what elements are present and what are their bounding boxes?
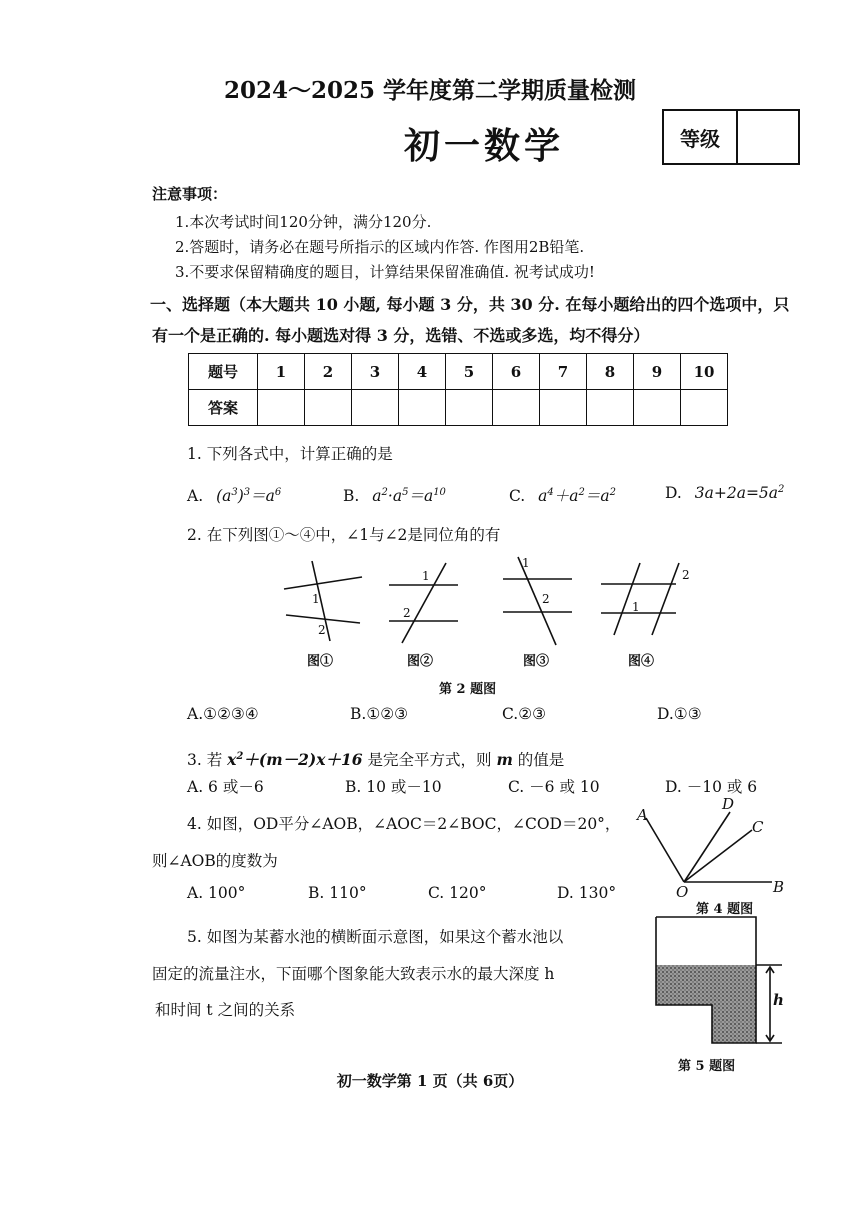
answer-cell[interactable] — [352, 390, 399, 426]
note-item: 2.答题时，请务必在题号所指示的区域内作答. 作图用2B铅笔. — [175, 238, 585, 256]
question-number: 5 — [446, 354, 493, 390]
question-4-line1: 4. 如图，OD平分∠AOB，∠AOC＝2∠BOC，∠COD＝20°， — [187, 815, 621, 833]
q3-stem-b: 是完全平方式，则 — [367, 751, 492, 769]
answer-cell[interactable] — [446, 390, 493, 426]
q4-option-c: C. 120° — [428, 884, 487, 902]
answer-cell[interactable] — [540, 390, 587, 426]
q1-b-label: B. — [343, 487, 360, 505]
svg-text:1: 1 — [632, 600, 640, 614]
row-label: 答案 — [189, 390, 258, 426]
answer-cell[interactable] — [399, 390, 446, 426]
q3-option-b: B. 10 或－10 — [345, 778, 442, 796]
answer-cell[interactable] — [587, 390, 634, 426]
question-2-stem: 2. 在下列图①～④中，∠1与∠2是同位角的有 — [187, 526, 501, 544]
page-footer: 初一数学第 1 页（共 6页） — [336, 1072, 524, 1090]
answer-cell[interactable] — [493, 390, 540, 426]
q2-figures — [276, 555, 696, 655]
question-number: 6 — [493, 354, 540, 390]
point-label: B — [773, 878, 785, 896]
fig-label: 图③ — [523, 654, 550, 669]
row-label: 题号 — [189, 354, 258, 390]
table-row — [189, 354, 728, 390]
svg-text:2: 2 — [318, 623, 326, 637]
grade-box — [662, 109, 800, 165]
exam-title: 2024～2025 学年度第二学期质量检测 — [223, 77, 637, 104]
question-number: 10 — [681, 354, 728, 390]
q1-d-text: 3a+2a=5a — [694, 484, 779, 503]
question-5-line3: 和时间 t 之间的关系 — [155, 1001, 296, 1019]
q4-option-a: A. 100° — [187, 884, 246, 902]
question-number: 9 — [634, 354, 681, 390]
grade-label: 等级 — [664, 111, 738, 163]
point-label: A — [637, 806, 648, 824]
q5-caption: 第 5 题图 — [678, 1059, 736, 1074]
q2-option-d: D.①③ — [657, 705, 702, 723]
subject-title: 初一数学 — [404, 125, 565, 167]
note-item: 3.不要求保留精确度的题目，计算结果保留准确值. 祝考试成功! — [175, 263, 595, 281]
fig-label: 图① — [307, 654, 334, 669]
question-number: 7 — [540, 354, 587, 390]
fig-label: 图④ — [628, 654, 655, 669]
q2-option-c: C.②③ — [502, 705, 547, 723]
q1-d-label: D. — [665, 484, 682, 503]
q4-caption: 第 4 题图 — [696, 902, 754, 917]
q2-option-a: A.①②③④ — [187, 705, 259, 723]
note-item: 1.本次考试时间120分钟，满分120分. — [175, 213, 432, 231]
q5-reservoir-figure — [646, 915, 786, 1050]
section-heading: 一、选择题（本大题共 10 小题, 每小题 3 分，共 30 分. 在每小题给出的四个选项中，只 — [150, 295, 790, 314]
question-number: 8 — [587, 354, 634, 390]
svg-text:1: 1 — [422, 569, 430, 583]
q1-option-a: A. $(a^3)^3=a^6$ — [187, 486, 282, 505]
question-number: 1 — [258, 354, 305, 390]
q1-c-label: C. — [509, 487, 526, 505]
fig-label: 图② — [407, 654, 434, 669]
answer-cell[interactable] — [305, 390, 352, 426]
q3-stem-a: 3. 若 — [187, 751, 223, 769]
svg-text:1: 1 — [522, 556, 530, 570]
svg-text:1: 1 — [312, 592, 320, 606]
svg-text:2: 2 — [542, 592, 550, 606]
question-number: 2 — [305, 354, 352, 390]
answer-cell[interactable] — [681, 390, 728, 426]
q3-option-d: D. －10 或 6 — [665, 778, 758, 796]
point-label: C — [752, 818, 764, 836]
q3-option-a: A. 6 或－6 — [187, 778, 264, 796]
svg-text:2: 2 — [403, 606, 411, 620]
q2-caption: 第 2 题图 — [439, 682, 497, 697]
point-label: D — [722, 795, 735, 813]
q4-angle-figure — [632, 796, 792, 896]
q1-option-b: B. $a^2\cdot a^5=a^{10}$ — [343, 486, 446, 505]
question-number: 3 — [352, 354, 399, 390]
q2-option-b: B.①②③ — [350, 705, 409, 723]
section-heading-cont: 有一个是正确的. 每小题选对得 3 分，选错、不选或多选，均不得分） — [152, 326, 650, 345]
answer-cell[interactable] — [258, 390, 305, 426]
q4-option-d: D. 130° — [557, 884, 617, 902]
answer-cell[interactable] — [634, 390, 681, 426]
question-5-line1: 5. 如图为某蓄水池的横断面示意图，如果这个蓄水池以 — [187, 928, 564, 946]
q3-option-c: C. －6 或 10 — [508, 778, 600, 796]
q1-option-c: C. $a^4+a^2=a^2$ — [509, 486, 617, 505]
q1-option-d: D. $3a+2a=5a^2$ — [665, 484, 785, 503]
depth-label: h — [773, 991, 784, 1009]
q4-option-b: B. 110° — [308, 884, 367, 902]
svg-text:2: 2 — [682, 568, 690, 582]
q3-stem-c: 的值是 — [517, 751, 565, 769]
point-label: O — [676, 883, 689, 901]
answer-table — [188, 353, 728, 426]
question-4-line2: 则∠AOB的度数为 — [152, 852, 278, 870]
q1-a-label: A. — [187, 487, 204, 505]
grade-blank — [738, 111, 798, 163]
question-5-line2: 固定的流量注水，下面哪个图象能大致表示水的最大深度 h — [152, 965, 555, 983]
question-1-stem: 1. 下列各式中，计算正确的是 — [187, 445, 393, 463]
question-number: 4 — [399, 354, 446, 390]
table-row — [189, 390, 728, 426]
question-3-stem: 3. 若 $x^2+(m-2)x+16$ 是完全平方式，则 m 的值是 — [187, 750, 565, 769]
notes-title: 注意事项： — [152, 185, 228, 203]
